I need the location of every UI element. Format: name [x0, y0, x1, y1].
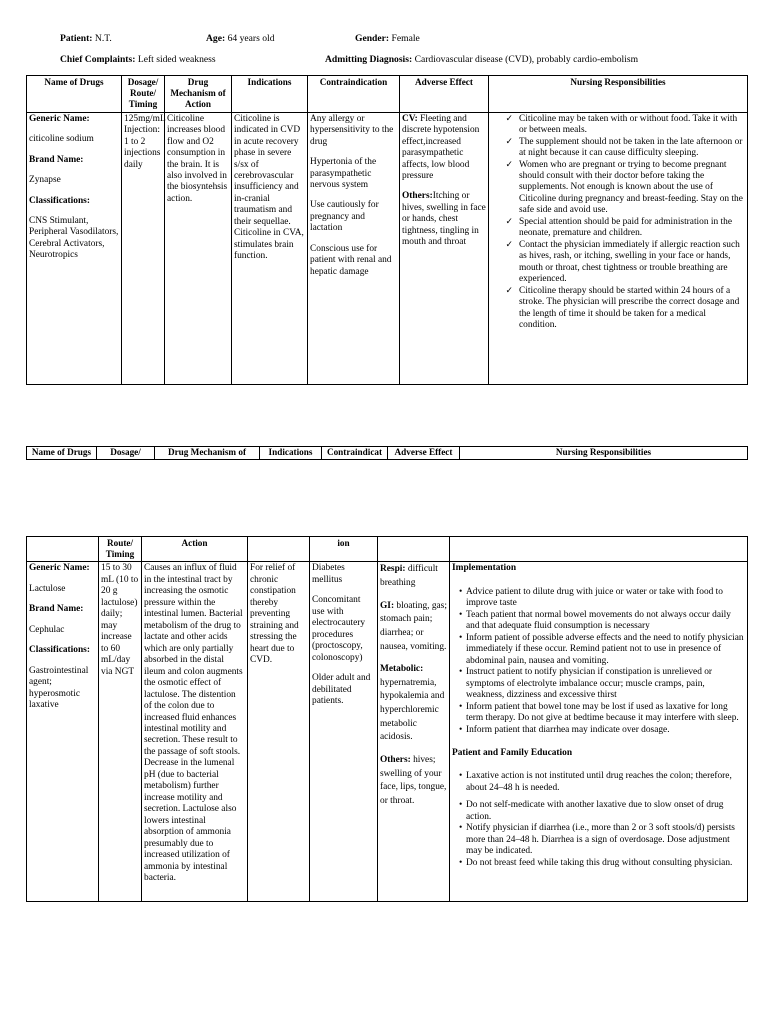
split-col-nursing: Nursing Responsibilities	[460, 447, 748, 460]
bullet-icon: •	[459, 800, 463, 811]
impl-item: • Inform patient that bowel tone may be lost if used as laxative for long term therapy. Do not give at bedtime because it may interfere with sleep.	[459, 701, 739, 724]
adverse-respi: difficult breathing	[380, 564, 438, 589]
adverse-others-label: Others:	[402, 191, 433, 202]
col-dosage: Dosage/ Route/ Timing	[122, 76, 165, 113]
brand-name: Cephulac	[29, 624, 65, 635]
drug-table-citicoline	[26, 75, 748, 385]
adverse-metabolic-label: Metabolic:	[380, 664, 424, 675]
gender-value: Female	[391, 33, 420, 44]
edu-item: • Do not self-medicate with another laxative due to slow onset of drug action.	[459, 800, 724, 822]
col-drugs: Name of Drugs	[27, 76, 122, 113]
contra-item: Conscious use for patient with renal and hepatic damage	[310, 243, 392, 277]
edu-item: • Do not breast feed while taking this drug without consulting physician.	[459, 857, 733, 868]
drug-names-cell	[27, 562, 99, 902]
col-indications: Indications	[232, 76, 308, 113]
implementation-title: Implementation	[452, 563, 517, 574]
gender-label: Gender:	[355, 33, 390, 44]
col-contraindication: ion	[310, 537, 378, 562]
patient-value: N.T.	[94, 33, 112, 44]
age-value: 64 years old	[227, 33, 275, 44]
brand-name: Zynapse	[29, 175, 61, 186]
nursing-cell	[450, 562, 748, 902]
dosage-cell: 125mg/mL Injection: 1 to 2 injections daily	[122, 112, 165, 384]
classifications: CNS Stimulant, Peripheral Vasodilators, Cerebral Activators, Neurotropics	[29, 216, 119, 261]
indications-cell: For relief of chronic constipation thereby preventing straining and stressing the heart due to CVD.	[248, 562, 310, 902]
mechanism-cell: Causes an influx of fluid in the intestinal tract by increasing the osmotic pressure within the intestinal lumen. Bacterial metabolism of the drug to lactate and other acids which are only partially absorbed in the distal ileum and colon augments the osmotic effect of lactulose. The distention of the colon due to increased fluid enhances intestinal motility and secretion. These result to the passage of soft stools. Decrease in the lumenal pH (due to bacterial metabolism) further increase motility and secretion. Lactulose also lowers intestinal absorption of ammonia presumably due to increased utilization of ammonia by intestinal bacteria.	[142, 562, 248, 902]
gender-line	[355, 33, 420, 45]
dosage-cell: 15 to 30 mL (10 to 20 g lactulose) daily; may increase to 60 mL/day via NGT	[99, 562, 142, 902]
col-nursing	[450, 537, 748, 562]
diagnosis-value: Cardiovascular disease (CVD), probably cardio-embolism	[414, 54, 639, 65]
col-indications	[248, 537, 310, 562]
contra-item: Hypertonia of the parasympathetic nervous system	[310, 157, 377, 190]
generic-label: Generic Name:	[29, 563, 90, 574]
col-adverse: Adverse Effect	[400, 76, 489, 113]
complaint-label: Chief Complaints:	[60, 54, 136, 65]
split-header-table	[26, 446, 748, 460]
col-mechanism: Drug Mechanism of Action	[165, 76, 232, 113]
contraindication-cell	[308, 112, 400, 384]
edu-item: • Laxative action is not instituted until drug reaches the colon; therefore, about 24–48 h is needed.	[459, 771, 732, 793]
contra-item: Diabetes mellitus	[312, 563, 345, 585]
indications-cell: Citicoline is indicated in CVD in acute recovery phase in severe s/sx of cerebrovascular insufficiency and in-cranial traumatism and their sequellae. Citicoline in CVA, stimulates brain function.	[232, 112, 308, 384]
classifications: Gastrointestinal agent; hyperosmotic laxative	[29, 665, 89, 711]
generic-label: Generic Name:	[29, 113, 90, 124]
patient-label: Patient:	[60, 33, 93, 44]
nursing-item: ✓ Women who are pregnant or trying to become pregnant should consult with their doctor before taking the supplements. Not enough is known about the use of Citicoline during pregnancy and breast-feeding. Stay on the safe side and avoid use.	[489, 160, 745, 217]
bullet-icon: •	[459, 632, 463, 643]
adverse-cv-label: CV:	[402, 113, 418, 124]
col-contraindication: Contraindication	[308, 76, 400, 113]
age-line	[206, 33, 275, 45]
col-mechanism: Action	[142, 537, 248, 562]
adverse-metabolic: hypernatremia, hypokalemia and hyperchloremic metabolic acidosis.	[380, 677, 445, 743]
bullet-icon: •	[459, 823, 463, 834]
nursing-item: ✓ Citicoline may be taken with or without food. Take it with or between meals.	[489, 114, 745, 137]
bullet-icon: •	[459, 771, 463, 782]
check-icon: ✓	[505, 113, 513, 124]
patient-line	[60, 33, 112, 45]
check-icon: ✓	[505, 136, 513, 147]
adverse-others: Itching or hives, swelling in face or hands, chest tightness, tingling in mouth and throat	[402, 191, 486, 248]
brand-label: Brand Name:	[29, 154, 84, 165]
bullet-icon: •	[459, 667, 463, 678]
col-nursing: Nursing Responsibilities	[489, 76, 748, 113]
impl-item: • Instruct patient to notify physician if constipation is unrelieved or symptoms of electrolyte imbalance occur; muscle cramps, pain, weakness, dizziness and excessive thirst	[459, 667, 713, 701]
split-col-indications: Indications	[260, 447, 322, 460]
split-col-adverse: Adverse Effect	[388, 447, 460, 460]
nursing-cell	[489, 112, 748, 384]
diagnosis-label: Admitting Diagnosis:	[325, 54, 413, 65]
impl-item: • Inform patient that diarrhea may indicate over dosage.	[459, 724, 670, 735]
col-dosage: Route/ Timing	[99, 537, 142, 562]
complaint-value: Left sided weakness	[137, 54, 216, 65]
adverse-others-label: Others:	[380, 754, 411, 765]
bullet-icon: •	[459, 586, 463, 597]
edu-item: • Notify physician if diarrhea (i.e., more than 2 or 3 soft stools/d) persists more than 24–48 h. Diarrhea is a sign of overdosage. Dose adjustment may be indicated.	[459, 823, 735, 857]
contra-item: Older adult and debilitated patients.	[312, 673, 371, 707]
contraindication-cell	[310, 562, 378, 902]
adverse-cv: Fleeting and discrete hypotension effect,increased parasympathetic affects, low blood pressure	[402, 113, 480, 181]
adverse-gi-label: GI:	[380, 600, 395, 611]
nursing-item: ✓ Contact the physician immediately if allergic reaction such as hives, rash, or itching, swelling in your face or hands, mouth or throat, chest tightness or trouble breathing are experienced.	[489, 240, 745, 286]
adverse-cell	[400, 112, 489, 384]
bullet-icon: •	[459, 701, 463, 712]
nursing-item: ✓ Special attention should be paid for administration in the neonate, premature and children.	[489, 217, 745, 240]
split-col-contra: Contraindicat	[322, 447, 388, 460]
diagnosis-line	[325, 54, 638, 66]
nursing-item: ✓ Citicoline therapy should be started within 24 hours of a stroke. The physician will prescribe the correct dosage and the length of time it should be taken for a medical condition.	[489, 286, 745, 332]
contra-item: Use cautiously for pregnancy and lactation	[310, 200, 379, 234]
col-drugs	[27, 537, 99, 562]
bullet-icon: •	[459, 857, 463, 868]
check-icon: ✓	[505, 159, 513, 170]
age-label: Age:	[206, 33, 226, 44]
education-title: Patient and Family Education	[452, 748, 573, 758]
mechanism-cell: Citicoline increases blood flow and O2 consumption in the brain. It is also involved in the biosyntehsis action.	[165, 112, 232, 384]
generic-name: citicoline sodium	[29, 134, 94, 145]
split-col-drugs: Name of Drugs	[27, 447, 97, 460]
bullet-icon: •	[459, 724, 463, 735]
check-icon: ✓	[505, 285, 513, 296]
split-col-mechanism: Drug Mechanism of	[155, 447, 260, 460]
bullet-icon: •	[459, 609, 463, 620]
adverse-respi-label: Respi:	[380, 564, 406, 575]
adverse-others: hives; swelling of your face, lips, tongue, or throat.	[380, 754, 447, 806]
class-label: Classifications:	[29, 645, 90, 656]
drug-names-cell	[27, 112, 122, 384]
class-label: Classifications:	[29, 195, 90, 206]
impl-item: • Advice patient to dilute drug with juice or water or take with food to improve taste	[459, 586, 723, 609]
contra-item: Concomitant use with electrocautery procedures (proctoscopy, colonoscopy)	[312, 595, 366, 663]
adverse-gi: bloating, gas; stomach pain; diarrhea; or nausea, vomiting.	[380, 600, 447, 652]
complaint-line	[60, 54, 216, 66]
generic-name: Lactulose	[29, 583, 66, 594]
check-icon: ✓	[505, 216, 513, 227]
contra-item: Any allergy or hypersensitivity to the drug	[310, 113, 394, 147]
impl-item: • Inform patient of possible adverse effects and the need to notify physician immediately if these occur. Remind patient not to use in presence of abdominal pain, nausea and vomiting.	[459, 632, 744, 666]
split-col-dosage: Dosage/	[97, 447, 155, 460]
adverse-cell	[378, 562, 450, 902]
drug-table-lactulose	[26, 536, 748, 902]
impl-item: • Teach patient that normal bowel movements do not always occur daily and that adequate fluid consumption is necessary	[459, 609, 731, 632]
check-icon: ✓	[505, 239, 513, 250]
col-adverse	[378, 537, 450, 562]
nursing-item: ✓ The supplement should not be taken in the late afternoon or at night because it can cause difficulty sleeping.	[489, 137, 745, 160]
brand-label: Brand Name:	[29, 604, 84, 615]
